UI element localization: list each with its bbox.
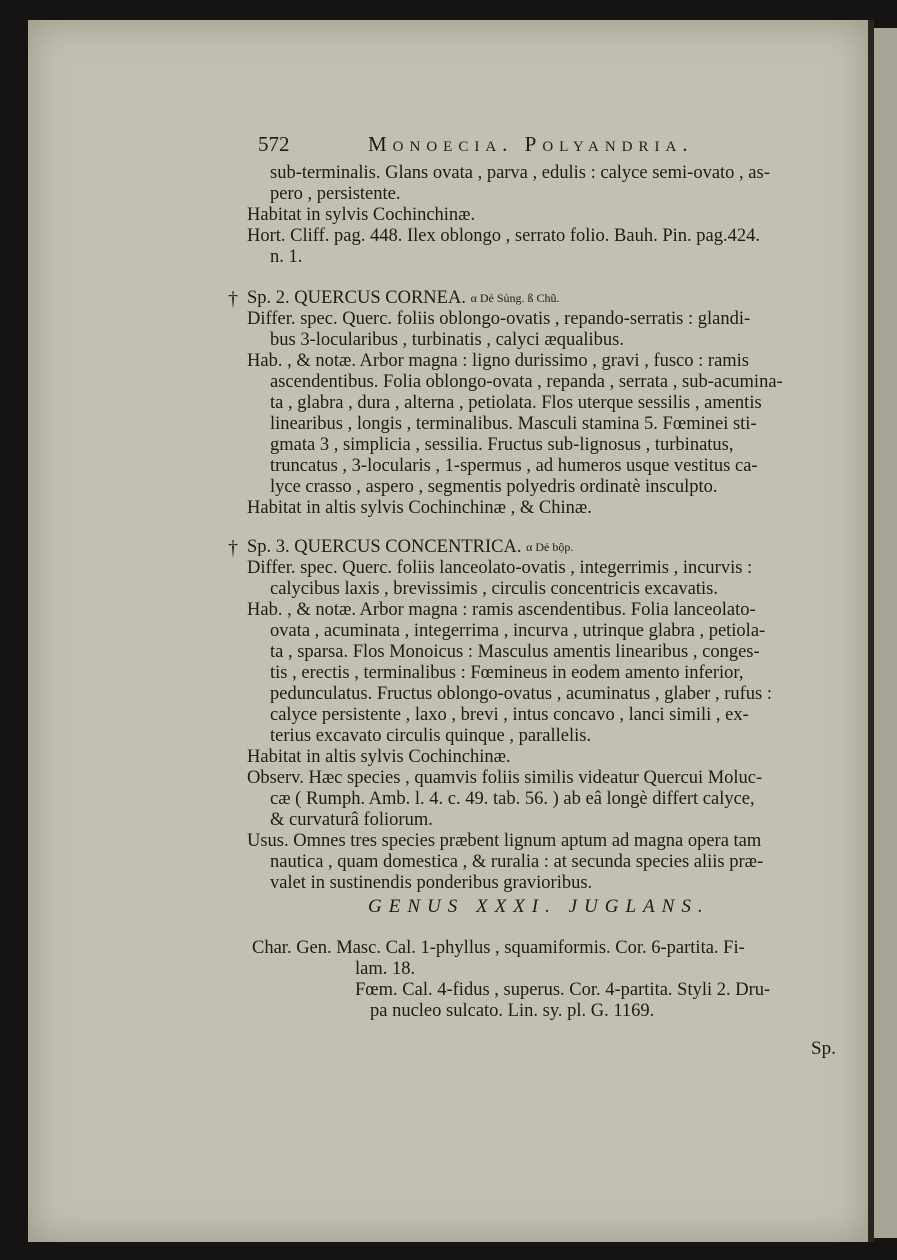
text-line: calyce persistente , laxo , brevi , intus concavo , lanci simili , ex- [270, 705, 749, 725]
text-line: Hab. , & notæ. Arbor magna : ligno durissimo , gravi , fusco : ramis [247, 351, 750, 371]
text-line: Habitat in altis sylvis Cochinchinæ. [247, 747, 511, 767]
text-line: pa nucleo sulcato. Lin. sy. pl. G. 1169. [370, 1001, 655, 1021]
text-line: ta , glabra , dura , alterna , petiolata. Flos uterque sessilis , amentis [270, 393, 762, 413]
text-line: Differ. spec. Querc. foliis lanceolato-ovatis , integerrimis , incurvis : [247, 558, 753, 578]
vernacular-name: α Dẻ bộp. [526, 540, 574, 554]
dagger-mark: † [228, 288, 238, 310]
text-line: n. 1. [270, 247, 303, 267]
text-line: lyce crasso , aspero , segmentis polyedris ordinatè insculpto. [270, 477, 718, 497]
text-line: Fœm. Cal. 4-fidus , superus. Cor. 4-partita. Styli 2. Dru- [355, 980, 771, 1000]
text-line: Observ. Hæc species , quamvis foliis similis videatur Quercui Moluc- [247, 768, 763, 788]
text-line: lam. 18. [355, 959, 416, 979]
vernacular-name: α Dẻ Sủng. ß Chũ. [470, 291, 560, 305]
text-line: gmata 3 , simplicia , sessilia. Fructus sub-lignosus , turbinatus, [270, 435, 734, 455]
text-line: Char. Gen. Masc. Cal. 1-phyllus , squamiformis. Cor. 6-partita. Fi- [252, 938, 745, 958]
species-heading [247, 288, 560, 308]
text-line: terius excavato circulis quinque , parallelis. [270, 726, 592, 746]
text-line: Habitat in altis sylvis Cochinchinæ , & Chinæ. [247, 498, 592, 518]
text-line: ovata , acuminata , integerrima , incurva , utrinque glabra , petiola- [270, 621, 766, 641]
text-line: nautica , quam domestica , & ruralia : at secunda species aliis præ- [270, 852, 764, 872]
text-line: sub-terminalis. Glans ovata , parva , edulis : calyce semi-ovato , as- [270, 163, 770, 183]
text-line: pedunculatus. Fructus oblongo-ovatus , acuminatus , glaber , rufus : [270, 684, 772, 704]
text-line: tis , erectis , terminalibus : Fœmineus in eodem amento inferior, [270, 663, 744, 683]
catchword: Sp. [811, 1038, 836, 1059]
species-name: Sp. 3. QUERCUS CONCENTRICA. [247, 537, 522, 557]
text-line: ascendentibus. Folia oblongo-ovata , repanda , serrata , sub-acumina- [270, 372, 783, 392]
running-title: Monoecia. Polyandria. [368, 132, 694, 156]
page-number: 572 [258, 132, 290, 156]
text-line: ta , sparsa. Flos Monoicus : Masculus amentis linearibus , conges- [270, 642, 760, 662]
text-line: valet in sustinendis ponderibus gravioribus. [270, 873, 593, 893]
text-line: linearibus , longis , terminalibus. Masculi stamina 5. Fœminei sti- [270, 414, 757, 434]
running-header [258, 132, 858, 160]
text-line: pero , persistente. [270, 184, 401, 204]
text-line: calycibus laxis , brevissimis , circulis concentricis excavatis. [270, 579, 718, 599]
genus-heading: GENUS XXXI. JUGLANS. [368, 896, 710, 917]
text-line: & curvaturâ foliorum. [270, 810, 433, 830]
text-line: Hab. , & notæ. Arbor magna : ramis ascendentibus. Folia lanceolato- [247, 600, 756, 620]
species-name: Sp. 2. QUERCUS CORNEA. [247, 288, 466, 308]
text-line: Hort. Cliff. pag. 448. Ilex oblongo , serrato folio. Bauh. Pin. pag.424. [247, 226, 760, 246]
facing-page-edge [872, 28, 897, 1238]
text-line: bus 3-locularibus , turbinatis , calyci æqualibus. [270, 330, 625, 350]
text-line: Usus. Omnes tres species præbent lignum aptum ad magna opera tam [247, 831, 762, 851]
text-line: Differ. spec. Querc. foliis oblongo-ovatis , repando-serratis : glandi- [247, 309, 751, 329]
text-line: cæ ( Rumph. Amb. l. 4. c. 49. tab. 56. ) ab eâ longè differt calyce, [270, 789, 755, 809]
text-line: truncatus , 3-locularis , 1-spermus , ad humeros usque vestitus ca- [270, 456, 758, 476]
species-heading [247, 537, 573, 557]
dagger-mark: † [228, 537, 238, 559]
text-line: Habitat in sylvis Cochinchinæ. [247, 205, 476, 225]
